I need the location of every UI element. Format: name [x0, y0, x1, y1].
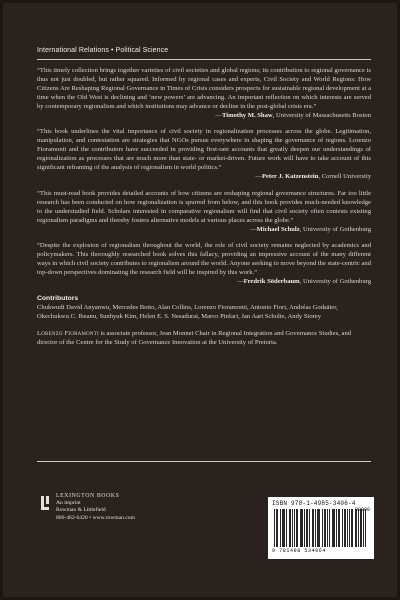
barcode-bars: [274, 509, 368, 547]
lexington-logo-icon: [40, 495, 50, 511]
blurb-affiliation: Cornell University: [321, 172, 371, 180]
divider-top: [37, 59, 371, 60]
barcode: [268, 497, 374, 559]
contributors-heading: Contributors: [37, 294, 79, 302]
blurb-affiliation: University of Massachusetts Boston: [275, 111, 371, 119]
isbn-number: ISBN 978-1-4985-3406-4: [272, 500, 356, 507]
blurb-3: [37, 190, 371, 235]
blurb-text: “This timely collection brings together varieties of civil societies and global regions; its contribution to regional governance is thus not just doubled, but rather squared. Informed by regional cases and experts, Civil Society and World Regions: How Citizens Are Reshaping Regional Governance in Times of Crisis considers prospects for sustainable regional development at a time when the Old West is declining and ‘new powers’ are advancing. An important reflection on which interests are served by contemporary regionalism and which institutions may advance or decline in the post-global crisis era.”: [37, 67, 371, 110]
author-bio: [37, 330, 371, 348]
blurb-text: “This must-read book provides detailed accounts of how citizens are reshaping regional governance structures. Far too little research has been conducted on how regionalization is spurred from below, and this book provides much-needed knowledge to the understudied field. Scholars interested in comparative regionalism will find that civil society often contests existing regionalism paradigms and thereby fosters alternative models at various places across the globe.”: [37, 189, 371, 224]
blurbs-section: [37, 67, 371, 348]
blurb-author: Fredrik Söderbaum: [243, 278, 300, 286]
author-bio-text: is associate professor, Jean Monnet Chair in Regional Integration and Governance Studies, and director of the Centre for the Study of Governance Innovation at the University of Pretoria.: [37, 329, 352, 346]
blurb-attribution: —Michael Schulz, University of Gothenburg: [250, 225, 371, 233]
publisher-footer: [6, 473, 400, 573]
blurb-attribution: —Peter J. Katzenstein, Cornell University: [255, 172, 371, 180]
publisher-info: [56, 493, 135, 522]
publisher-contact: 800-462-6420 • www.rowman.com: [56, 514, 135, 521]
blurb-2: [37, 128, 371, 181]
blurb-author: Michael Schulz: [256, 225, 300, 233]
author-name: Lorenzo Fioramonti: [37, 329, 99, 337]
blurb-text: “Despite the explosion of regionalism throughout the world, the role of civil society remains neglected by academics and policymakers. This thoroughly researched book solves this fallacy, providing an impressive account of the many different ways in which civil society contributes to regionalism around the world. Anyone seeking to move beyond the state-centric and top-down perspectives dominating the research field will be inspired by this work.”: [37, 242, 371, 277]
blurb-author: Timothy M. Shaw: [222, 111, 273, 119]
price-code: 90000: [354, 507, 370, 513]
blurb-attribution: —Fredrik Söderbaum, University of Gothenburg: [236, 278, 371, 286]
category-label: International Relations • Political Science: [37, 47, 169, 54]
publisher-name: LEXINGTON BOOKS: [56, 493, 120, 499]
publisher-parent: Rowman & Littlefield: [56, 507, 106, 514]
blurb-1: [37, 67, 371, 120]
divider-bottom: [37, 461, 371, 462]
barcode-digits: 9 781498 534064: [272, 548, 327, 554]
blurb-attribution: —Timothy M. Shaw, University of Massachusetts Boston: [215, 111, 371, 119]
blurb-text: “This book underlines the vital importance of civil society in regionalization processes across the globe. Legitimation, manipulation, and contestation are strategies that NGOs pursue everywhere in shaping the governance of regions. Lorenzo Fioramonti and the contributors have succeeded in providing first-rate accounts that greatly deepen our understandings of regionalization as processes that are much more than state- or market-driven. Future work will have to take account of this significant reframing of the analysis of regionalism in world politics.”: [37, 128, 371, 172]
contributors-list: Chukwudi David Anyanwu, Mercedes Botto, Alan Collins, Lorenzo Fioramonti, Antonio Fiori, Andréas Godsäter, Okechukwu C. Ibeanu, Sunhyuk Kim, Helen E. S. Nesadurai, Marco Pinfari, Jan Aart Scholte, Andy Storey: [37, 303, 338, 320]
blurb-author: Peter J. Katzenstein: [261, 172, 319, 180]
publisher-imprint: An imprint: [56, 500, 81, 507]
blurb-4: [37, 242, 371, 287]
blurb-affiliation: University of Gothenburg: [302, 225, 371, 233]
blurb-affiliation: University of Gothenburg: [302, 278, 371, 286]
